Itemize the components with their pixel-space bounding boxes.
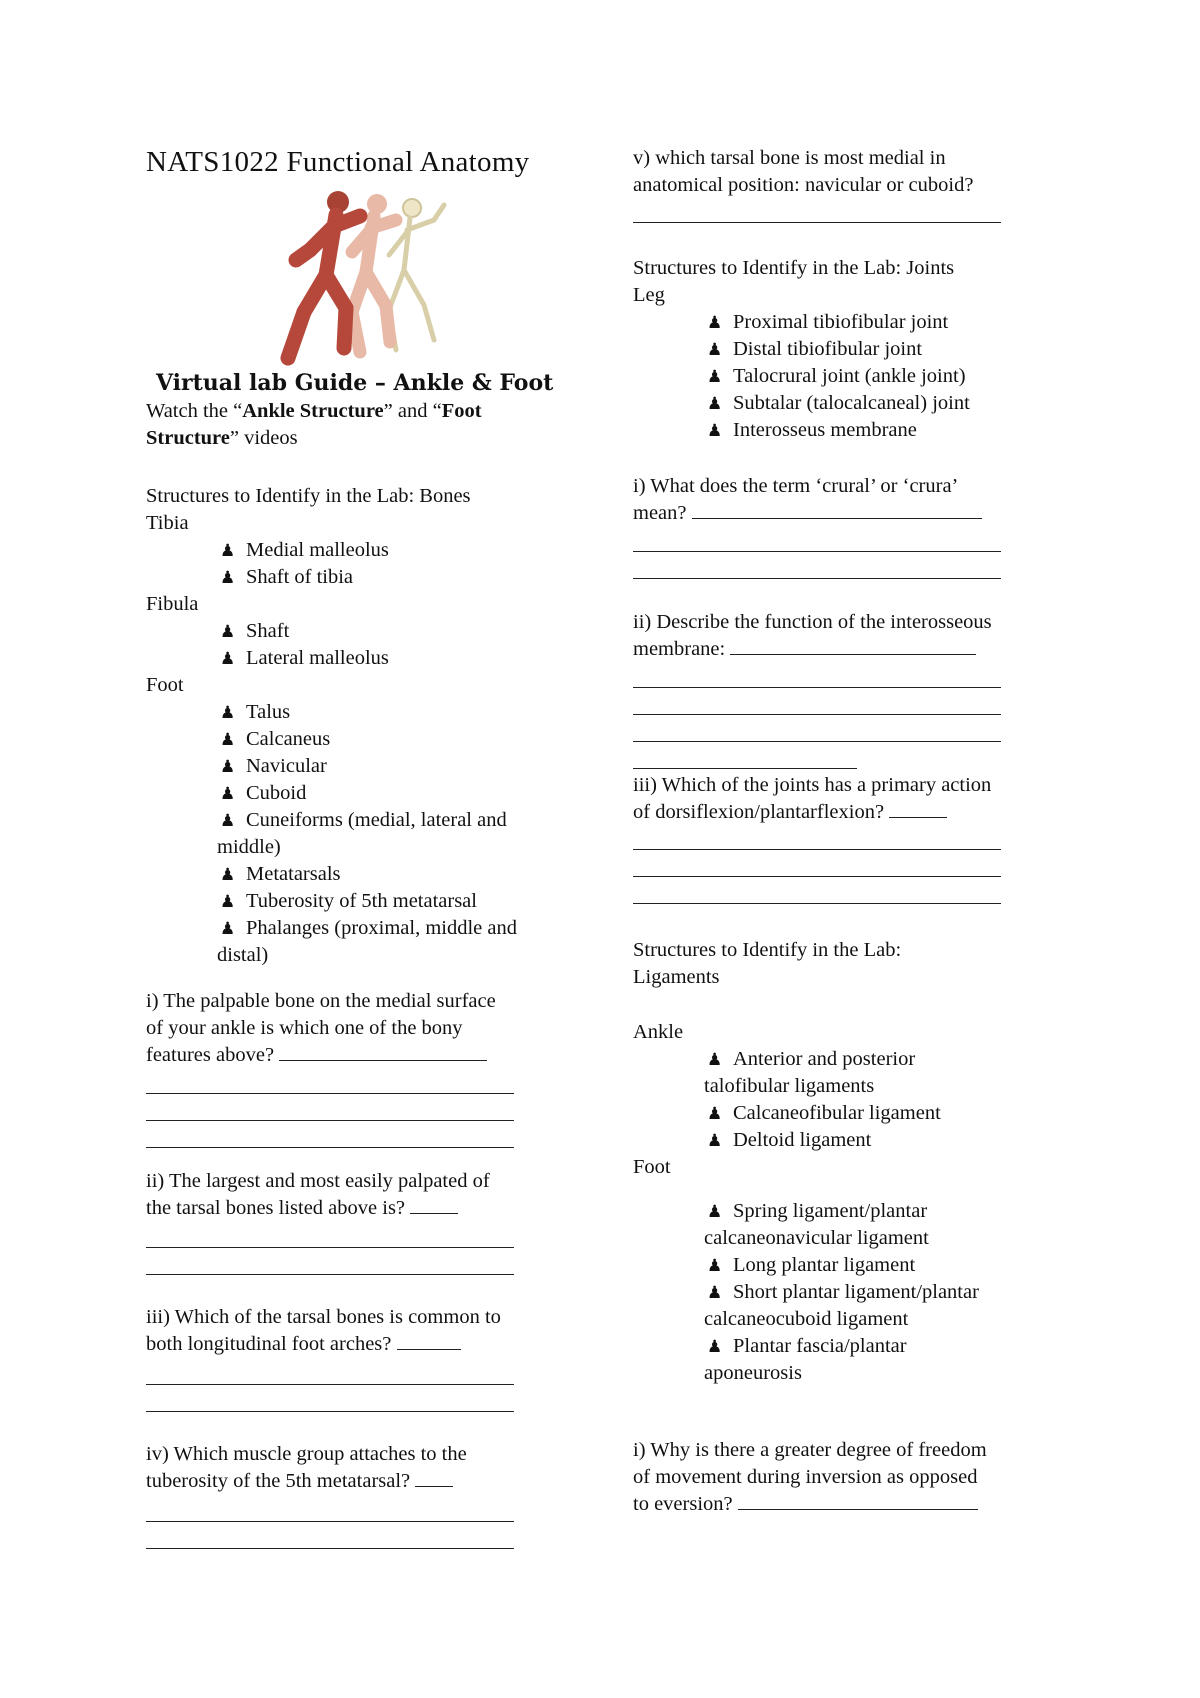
foot-label: Foot (146, 674, 184, 696)
person-silhouette-icon: ♟ (707, 1050, 723, 1070)
list-item: ♟ Cuneiforms (medial, lateral and (220, 807, 507, 835)
answer-line[interactable] (146, 1147, 514, 1148)
answer-line[interactable] (146, 1093, 514, 1094)
question-text: v) which tarsal bone is most medial in (633, 147, 946, 169)
answer-line[interactable] (633, 903, 1001, 904)
question-text: features above? (146, 1042, 487, 1069)
answer-line[interactable] (633, 222, 1001, 223)
question-text: iii) Which of the tarsal bones is common to (146, 1306, 501, 1328)
answer-line[interactable] (633, 741, 1001, 742)
person-silhouette-icon: ♟ (707, 1283, 723, 1303)
person-silhouette-icon: ♟ (707, 1256, 723, 1276)
answer-line[interactable] (146, 1247, 514, 1248)
question-text: i) Why is there a greater degree of freedom (633, 1439, 987, 1461)
answer-line[interactable] (415, 1468, 453, 1487)
question-text: tuberosity of the 5th metatarsal? (146, 1468, 453, 1495)
answer-line[interactable] (889, 799, 947, 818)
answer-line[interactable] (146, 1548, 514, 1549)
person-silhouette-icon: ♟ (220, 865, 236, 885)
person-silhouette-icon: ♟ (220, 730, 236, 750)
answer-line[interactable] (633, 551, 1001, 552)
question-text: of your ankle is which one of the bony (146, 1017, 463, 1039)
list-item: ♟ Tuberosity of 5th metatarsal (220, 888, 477, 916)
person-silhouette-icon: ♟ (707, 394, 723, 414)
person-silhouette-icon: ♟ (220, 649, 236, 669)
list-item: ♟ Shaft of tibia (220, 564, 353, 592)
answer-line[interactable] (730, 636, 976, 655)
person-silhouette-icon: ♟ (220, 892, 236, 912)
bones-heading: Structures to Identify in the Lab: Bones (146, 485, 471, 507)
list-item-continued: calcaneonavicular ligament (704, 1227, 929, 1249)
person-silhouette-icon: ♟ (220, 784, 236, 804)
list-item-continued: talofibular ligaments (704, 1075, 875, 1097)
list-item: ♟ Navicular (220, 753, 327, 781)
ligaments-heading: Ligaments (633, 966, 720, 988)
list-item: ♟ Anterior and posterior (707, 1046, 915, 1074)
question-text: iv) Which muscle group attaches to the (146, 1443, 467, 1465)
list-item: ♟ Calcaneofibular ligament (707, 1100, 941, 1128)
list-item-continued: aponeurosis (704, 1362, 802, 1384)
question-text: anatomical position: navicular or cuboid? (633, 174, 974, 196)
person-silhouette-icon: ♟ (220, 811, 236, 831)
leg-label: Leg (633, 284, 665, 306)
running-anatomy-figures-icon (274, 190, 456, 370)
person-silhouette-icon: ♟ (220, 919, 236, 939)
person-silhouette-icon: ♟ (707, 421, 723, 441)
fibula-label: Fibula (146, 593, 199, 615)
answer-line[interactable] (633, 768, 857, 769)
list-item-continued: distal) (217, 944, 269, 966)
question-text: of movement during inversion as opposed (633, 1466, 978, 1488)
question-text: of dorsiflexion/plantarflexion? (633, 799, 947, 826)
person-silhouette-icon: ♟ (707, 313, 723, 333)
answer-line[interactable] (633, 876, 1001, 877)
list-item: ♟ Subtalar (talocalcaneal) joint (707, 390, 970, 418)
tibia-label: Tibia (146, 512, 189, 534)
list-item: ♟ Interosseus membrane (707, 417, 917, 445)
answer-line[interactable] (738, 1491, 978, 1510)
question-text: i) The palpable bone on the medial surface (146, 990, 496, 1012)
answer-line[interactable] (410, 1195, 458, 1214)
lab-guide-subtitle: Virtual lab Guide – Ankle & Foot (156, 370, 554, 396)
person-silhouette-icon: ♟ (707, 367, 723, 387)
person-silhouette-icon: ♟ (220, 568, 236, 588)
person-silhouette-icon: ♟ (707, 1202, 723, 1222)
list-item: ♟ Calcaneus (220, 726, 330, 754)
ligaments-heading: Structures to Identify in the Lab: (633, 939, 902, 961)
person-silhouette-icon: ♟ (220, 622, 236, 642)
person-silhouette-icon: ♟ (707, 1104, 723, 1124)
answer-line[interactable] (397, 1331, 461, 1350)
list-item: ♟ Short plantar ligament/plantar (707, 1279, 979, 1307)
list-item: ♟ Metatarsals (220, 861, 341, 889)
list-item: ♟ Plantar fascia/plantar (707, 1333, 907, 1361)
question-text: i) What does the term ‘crural’ or ‘crura’ (633, 475, 959, 497)
question-text: membrane: (633, 636, 976, 663)
answer-line[interactable] (279, 1042, 487, 1061)
list-item: ♟ Distal tibiofibular joint (707, 336, 922, 364)
foot-label: Foot (633, 1156, 671, 1178)
list-item: ♟ Talus (220, 699, 290, 727)
ankle-label: Ankle (633, 1021, 684, 1043)
answer-line[interactable] (146, 1274, 514, 1275)
answer-line[interactable] (146, 1384, 514, 1385)
question-text: the tarsal bones listed above is? (146, 1195, 458, 1222)
list-item: ♟ Proximal tibiofibular joint (707, 309, 948, 337)
answer-line[interactable] (146, 1411, 514, 1412)
list-item: ♟ Phalanges (proximal, middle and (220, 915, 517, 943)
person-silhouette-icon: ♟ (707, 1131, 723, 1151)
question-text: both longitudinal foot arches? (146, 1331, 461, 1358)
answer-line[interactable] (633, 714, 1001, 715)
list-item-continued: middle) (217, 836, 281, 858)
question-text: iii) Which of the joints has a primary action (633, 774, 992, 796)
joints-heading: Structures to Identify in the Lab: Joints (633, 257, 955, 279)
answer-line[interactable] (692, 500, 982, 519)
question-text: ii) The largest and most easily palpated of (146, 1170, 490, 1192)
person-silhouette-icon: ♟ (220, 703, 236, 723)
question-text: to eversion? (633, 1491, 978, 1518)
answer-line[interactable] (146, 1120, 514, 1121)
list-item: ♟ Spring ligament/plantar (707, 1198, 927, 1226)
list-item: ♟ Cuboid (220, 780, 306, 808)
question-text: mean? (633, 500, 982, 527)
answer-line[interactable] (146, 1521, 514, 1522)
answer-line[interactable] (633, 687, 1001, 688)
answer-line[interactable] (633, 578, 1001, 579)
page-title: NATS1022 Functional Anatomy (146, 146, 530, 178)
list-item: ♟ Talocrural joint (ankle joint) (707, 363, 966, 391)
list-item: ♟ Medial malleolus (220, 537, 389, 565)
answer-line[interactable] (633, 849, 1001, 850)
question-text: ii) Describe the function of the interosseous (633, 611, 992, 633)
list-item: ♟ Lateral malleolus (220, 645, 389, 673)
list-item: ♟ Deltoid ligament (707, 1127, 871, 1155)
list-item: ♟ Long plantar ligament (707, 1252, 915, 1280)
person-silhouette-icon: ♟ (220, 757, 236, 777)
list-item-continued: calcaneocuboid ligament (704, 1308, 909, 1330)
watch-instructions: Watch the “Ankle Structure” and “Foot Structure” videos (146, 400, 482, 449)
person-silhouette-icon: ♟ (707, 340, 723, 360)
person-silhouette-icon: ♟ (707, 1337, 723, 1357)
list-item: ♟ Shaft (220, 618, 289, 646)
person-silhouette-icon: ♟ (220, 541, 236, 561)
